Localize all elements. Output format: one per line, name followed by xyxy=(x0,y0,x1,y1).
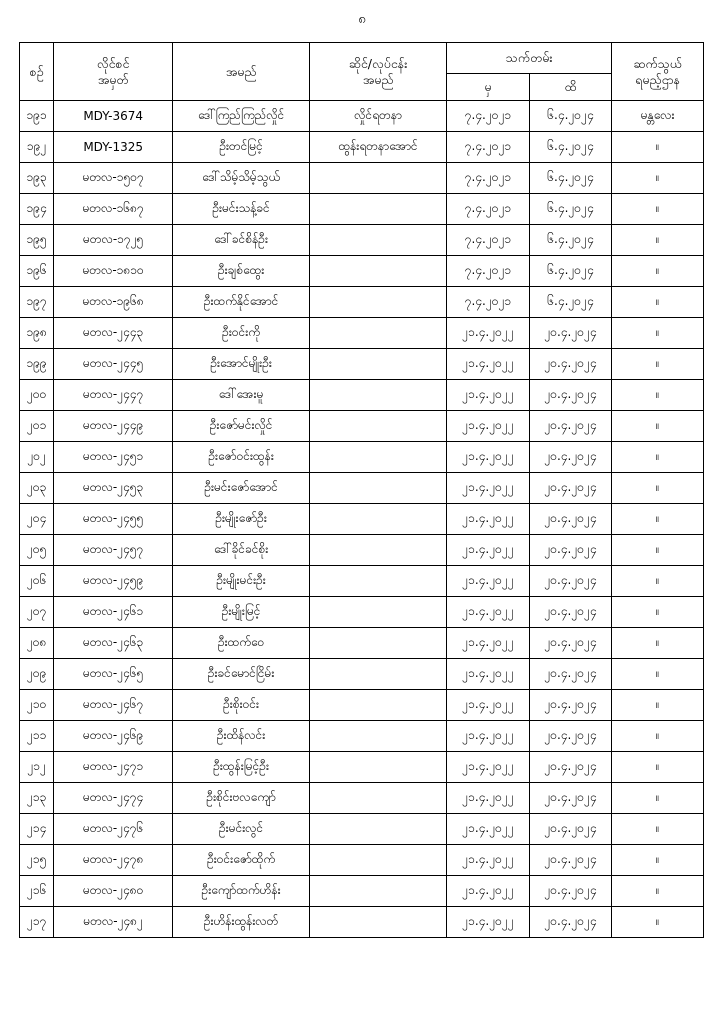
table-row xyxy=(20,845,704,876)
cell-shop-name xyxy=(310,163,447,194)
cell-contact-address: ။ xyxy=(612,690,704,721)
cell-no: ၁၉၂ xyxy=(20,132,54,163)
cell-valid-to: ၆.၄.၂၀၂၄ xyxy=(529,225,612,256)
cell-valid-from: ၇.၄.၂၀၂၁ xyxy=(447,256,530,287)
cell-valid-from: ၂၁.၄.၂၀၂၂ xyxy=(447,814,530,845)
cell-contact-address: ။ xyxy=(612,907,704,938)
cell-contact-address: မန္တလေး xyxy=(612,101,704,132)
cell-name: ဦးမင်းသန့်ခင် xyxy=(173,194,310,225)
cell-no: ၂၀၆ xyxy=(20,566,54,597)
cell-license-no: မတလ-၂၄၅၃ xyxy=(54,473,173,504)
cell-license-no: မတလ-၂၄၄၅ xyxy=(54,349,173,380)
cell-shop-name xyxy=(310,845,447,876)
cell-valid-from: ၇.၄.၂၀၂၁ xyxy=(447,101,530,132)
cell-no: ၂၁၂ xyxy=(20,752,54,783)
cell-no: ၂၀၇ xyxy=(20,597,54,628)
table-row xyxy=(20,411,704,442)
cell-no: ၂၀၃ xyxy=(20,473,54,504)
cell-no: ၂၁၅ xyxy=(20,845,54,876)
cell-valid-from: ၂၁.၄.၂၀၂၂ xyxy=(447,659,530,690)
cell-license-no: မတလ-၁၉၆၈ xyxy=(54,287,173,318)
cell-shop-name xyxy=(310,318,447,349)
cell-contact-address: ။ xyxy=(612,380,704,411)
cell-name: ဒေါ်ခင်စိန်ဦး xyxy=(173,225,310,256)
cell-valid-to: ၂၀.၄.၂၀၂၄ xyxy=(529,597,612,628)
cell-name: ဒေါ်သိမ့်သိမ့်သွယ် xyxy=(173,163,310,194)
cell-shop-name xyxy=(310,256,447,287)
header-no: စဉ် xyxy=(20,43,54,101)
cell-no: ၂၁၄ xyxy=(20,814,54,845)
cell-name: ဦးထိန်လင်း xyxy=(173,721,310,752)
table-row xyxy=(20,721,704,752)
cell-license-no: မတလ-၂၄၆၇ xyxy=(54,690,173,721)
cell-valid-from: ၂၁.၄.၂၀၂၂ xyxy=(447,504,530,535)
cell-valid-to: ၂၀.၄.၂၀၂၄ xyxy=(529,628,612,659)
cell-name: ဦးမင်းလွင် xyxy=(173,814,310,845)
table-body xyxy=(20,101,704,938)
table-row xyxy=(20,876,704,907)
header-to: ထိ xyxy=(529,74,612,101)
cell-license-no: မတလ-၂၄၆၉ xyxy=(54,721,173,752)
cell-license-no: မတလ-၂၄၇၄ xyxy=(54,783,173,814)
cell-shop-name xyxy=(310,535,447,566)
cell-contact-address: ။ xyxy=(612,349,704,380)
cell-shop-name xyxy=(310,907,447,938)
cell-license-no: မတလ-၂၄၅၉ xyxy=(54,566,173,597)
cell-valid-to: ၆.၄.၂၀၂၄ xyxy=(529,101,612,132)
cell-shop-name xyxy=(310,225,447,256)
cell-valid-to: ၆.၄.၂၀၂၄ xyxy=(529,163,612,194)
cell-shop-name xyxy=(310,783,447,814)
table-row xyxy=(20,566,704,597)
cell-name: ဦးစိုင်းဗလကျော် xyxy=(173,783,310,814)
header-contact-address: ဆက်သွယ် ရမည့်ဌာန xyxy=(612,43,704,101)
cell-shop-name xyxy=(310,659,447,690)
table-row xyxy=(20,752,704,783)
cell-name: ဦးခင်မောင်ငြိမ်း xyxy=(173,659,310,690)
cell-shop-name xyxy=(310,287,447,318)
cell-contact-address: ။ xyxy=(612,659,704,690)
table-row xyxy=(20,473,704,504)
cell-name: ဒေါ်ကြည်ကြည်လှိုင် xyxy=(173,101,310,132)
cell-no: ၁၉၉ xyxy=(20,349,54,380)
cell-license-no: မတလ-၂၄၅၅ xyxy=(54,504,173,535)
cell-license-no: မတလ-၂၄၄၉ xyxy=(54,411,173,442)
cell-license-no: မတလ-၂၄၄၃ xyxy=(54,318,173,349)
cell-no: ၂၁၇ xyxy=(20,907,54,938)
cell-shop-name xyxy=(310,380,447,411)
cell-shop-name xyxy=(310,721,447,752)
cell-valid-to: ၆.၄.၂၀၂၄ xyxy=(529,132,612,163)
cell-contact-address: ။ xyxy=(612,256,704,287)
cell-contact-address: ။ xyxy=(612,504,704,535)
table-row xyxy=(20,101,704,132)
cell-no: ၂၀၁ xyxy=(20,411,54,442)
cell-valid-to: ၂၀.၄.၂၀၂၄ xyxy=(529,442,612,473)
cell-no: ၁၉၈ xyxy=(20,318,54,349)
cell-valid-to: ၂၀.၄.၂၀၂၄ xyxy=(529,814,612,845)
cell-contact-address: ။ xyxy=(612,628,704,659)
cell-valid-to: ၂၀.၄.၂၀၂၄ xyxy=(529,845,612,876)
cell-valid-from: ၂၁.၄.၂၀၂၂ xyxy=(447,597,530,628)
cell-no: ၁၉၃ xyxy=(20,163,54,194)
cell-name: ဦးဝင်းဇော်ထိုက် xyxy=(173,845,310,876)
table-row xyxy=(20,163,704,194)
cell-no: ၂၀၉ xyxy=(20,659,54,690)
cell-valid-to: ၂၀.၄.၂၀၂၄ xyxy=(529,659,612,690)
cell-name: ဦးဇော်မင်းလှိုင် xyxy=(173,411,310,442)
cell-valid-from: ၂၁.၄.၂၀၂၂ xyxy=(447,690,530,721)
cell-no: ၂၀၈ xyxy=(20,628,54,659)
cell-license-no: မတလ-၁၇၂၅ xyxy=(54,225,173,256)
cell-shop-name xyxy=(310,597,447,628)
cell-shop-name xyxy=(310,628,447,659)
cell-name: ဦးဝင်းကို xyxy=(173,318,310,349)
cell-name: ဦးမျိုးမြင့် xyxy=(173,597,310,628)
table-row xyxy=(20,504,704,535)
cell-valid-from: ၇.၄.၂၀၂၁ xyxy=(447,194,530,225)
cell-valid-to: ၂၀.၄.၂၀၂၄ xyxy=(529,349,612,380)
cell-contact-address: ။ xyxy=(612,411,704,442)
header-shop-name: ဆိုင်/လုပ်ငန်း အမည် xyxy=(310,43,447,101)
cell-contact-address: ။ xyxy=(612,287,704,318)
cell-valid-from: ၂၁.၄.၂၀၂၂ xyxy=(447,318,530,349)
cell-license-no: မတလ-၂၄၇၆ xyxy=(54,814,173,845)
cell-license-no: မတလ-၂၄၄၇ xyxy=(54,380,173,411)
cell-shop-name: ထွန်းရတနာအောင် xyxy=(310,132,447,163)
table-row xyxy=(20,349,704,380)
table-row xyxy=(20,318,704,349)
cell-name: ဦးအောင်မျိုးဦး xyxy=(173,349,310,380)
cell-contact-address: ။ xyxy=(612,876,704,907)
table-row xyxy=(20,690,704,721)
cell-license-no: မတလ-၁၆၈၇ xyxy=(54,194,173,225)
cell-contact-address: ။ xyxy=(612,752,704,783)
cell-shop-name xyxy=(310,690,447,721)
cell-contact-address: ။ xyxy=(612,442,704,473)
cell-name: ဦးချစ်ထွေး xyxy=(173,256,310,287)
cell-no: ၁၉၄ xyxy=(20,194,54,225)
cell-license-no: မတလ-၂၄၅၇ xyxy=(54,535,173,566)
cell-contact-address: ။ xyxy=(612,194,704,225)
cell-valid-from: ၂၁.၄.၂၀၂၂ xyxy=(447,535,530,566)
cell-valid-to: ၂၀.၄.၂၀၂၄ xyxy=(529,566,612,597)
cell-valid-to: ၆.၄.၂၀၂၄ xyxy=(529,287,612,318)
cell-name: ဒေါ်ခိုင်ခင်စိုး xyxy=(173,535,310,566)
table-row xyxy=(20,659,704,690)
cell-valid-from: ၂၁.၄.၂၀၂၂ xyxy=(447,752,530,783)
page-number: ၈ xyxy=(358,12,366,27)
table-row xyxy=(20,814,704,845)
cell-license-no: MDY-3674 xyxy=(54,101,173,132)
cell-no: ၂၁၁ xyxy=(20,721,54,752)
cell-valid-from: ၂၁.၄.၂၀၂၂ xyxy=(447,876,530,907)
cell-no: ၁၉၁ xyxy=(20,101,54,132)
cell-license-no: မတလ-၂၄၆၃ xyxy=(54,628,173,659)
cell-no: ၁၉၇ xyxy=(20,287,54,318)
table-row xyxy=(20,380,704,411)
header-validity: သက်တမ်း xyxy=(447,43,612,74)
cell-name: ဦးဟိန်းထွန်းလတ် xyxy=(173,907,310,938)
cell-no: ၁၉၆ xyxy=(20,256,54,287)
cell-license-no: မတလ-၁၅၀၇ xyxy=(54,163,173,194)
cell-name: ဦးထွန်းမြင့်ဦး xyxy=(173,752,310,783)
cell-contact-address: ။ xyxy=(612,721,704,752)
cell-valid-from: ၇.၄.၂၀၂၁ xyxy=(447,287,530,318)
cell-valid-to: ၆.၄.၂၀၂၄ xyxy=(529,256,612,287)
cell-valid-to: ၆.၄.၂၀၂၄ xyxy=(529,194,612,225)
cell-valid-from: ၇.၄.၂၀၂၁ xyxy=(447,132,530,163)
table-row xyxy=(20,535,704,566)
cell-name: ဒေါ်အေးမူ xyxy=(173,380,310,411)
cell-valid-to: ၂၀.၄.၂၀၂၄ xyxy=(529,876,612,907)
cell-contact-address: ။ xyxy=(612,318,704,349)
cell-no: ၂၁၀ xyxy=(20,690,54,721)
cell-shop-name xyxy=(310,473,447,504)
cell-valid-from: ၂၁.၄.၂၀၂၂ xyxy=(447,380,530,411)
cell-valid-to: ၂၀.၄.၂၀၂၄ xyxy=(529,504,612,535)
table-row xyxy=(20,287,704,318)
cell-shop-name xyxy=(310,349,447,380)
table-row xyxy=(20,256,704,287)
cell-contact-address: ။ xyxy=(612,814,704,845)
cell-valid-to: ၂၀.၄.၂၀၂၄ xyxy=(529,535,612,566)
license-register-table xyxy=(19,42,704,938)
table-row xyxy=(20,194,704,225)
cell-contact-address: ။ xyxy=(612,535,704,566)
cell-valid-to: ၂၀.၄.၂၀၂၄ xyxy=(529,473,612,504)
table-row xyxy=(20,597,704,628)
cell-license-no: မတလ-၂၄၆၁ xyxy=(54,597,173,628)
cell-valid-from: ၂၁.၄.၂၀၂၂ xyxy=(447,349,530,380)
cell-contact-address: ။ xyxy=(612,473,704,504)
cell-valid-from: ၂၁.၄.၂၀၂၂ xyxy=(447,566,530,597)
cell-valid-from: ၂၁.၄.၂၀၂၂ xyxy=(447,473,530,504)
cell-shop-name xyxy=(310,194,447,225)
cell-valid-from: ၇.၄.၂၀၂၁ xyxy=(447,225,530,256)
cell-valid-from: ၂၁.၄.၂၀၂၂ xyxy=(447,442,530,473)
table-row xyxy=(20,132,704,163)
cell-valid-to: ၂၀.၄.၂၀၂၄ xyxy=(529,690,612,721)
cell-valid-from: ၇.၄.၂၀၂၁ xyxy=(447,163,530,194)
cell-license-no: မတလ-၂၄၇၁ xyxy=(54,752,173,783)
cell-shop-name xyxy=(310,876,447,907)
cell-contact-address: ။ xyxy=(612,597,704,628)
header-from: မှ xyxy=(447,74,530,101)
header-license-no: လိုင်စင် အမှတ် xyxy=(54,43,173,101)
cell-name: ဦးထက်နိုင်အောင် xyxy=(173,287,310,318)
table-row xyxy=(20,907,704,938)
table-header xyxy=(20,43,704,101)
cell-contact-address: ။ xyxy=(612,845,704,876)
cell-no: ၂၁၆ xyxy=(20,876,54,907)
cell-no: ၂၀၀ xyxy=(20,380,54,411)
cell-license-no: MDY-1325 xyxy=(54,132,173,163)
cell-valid-to: ၂၀.၄.၂၀၂၄ xyxy=(529,721,612,752)
cell-shop-name xyxy=(310,814,447,845)
cell-contact-address: ။ xyxy=(612,566,704,597)
cell-contact-address: ။ xyxy=(612,163,704,194)
table-row xyxy=(20,225,704,256)
cell-no: ၁၉၅ xyxy=(20,225,54,256)
cell-license-no: မတလ-၂၄၈၂ xyxy=(54,907,173,938)
cell-no: ၂၁၃ xyxy=(20,783,54,814)
cell-license-no: မတလ-၂၄၅၁ xyxy=(54,442,173,473)
cell-valid-to: ၂၀.၄.၂၀၂၄ xyxy=(529,411,612,442)
cell-license-no: မတလ-၂၄၇၈ xyxy=(54,845,173,876)
table-row xyxy=(20,442,704,473)
cell-valid-from: ၂၁.၄.၂၀၂၂ xyxy=(447,721,530,752)
cell-name: ဦးကျော်ထက်ဟိန်း xyxy=(173,876,310,907)
cell-name: ဦးမင်းဇော်အောင် xyxy=(173,473,310,504)
table-row xyxy=(20,628,704,659)
cell-contact-address: ။ xyxy=(612,225,704,256)
cell-valid-from: ၂၁.၄.၂၀၂၂ xyxy=(447,411,530,442)
cell-no: ၂၀၄ xyxy=(20,504,54,535)
cell-valid-to: ၂၀.၄.၂၀၂၄ xyxy=(529,907,612,938)
table-row xyxy=(20,783,704,814)
cell-shop-name xyxy=(310,566,447,597)
cell-license-no: မတလ-၁၈၁၀ xyxy=(54,256,173,287)
cell-name: ဦးဇော်ဝင်းထွန်း xyxy=(173,442,310,473)
cell-valid-from: ၂၁.၄.၂၀၂၂ xyxy=(447,783,530,814)
cell-valid-to: ၂၀.၄.၂၀၂၄ xyxy=(529,783,612,814)
cell-shop-name xyxy=(310,504,447,535)
cell-license-no: မတလ-၂၄၆၅ xyxy=(54,659,173,690)
cell-name: ဦးမျိုးမင်းဦး xyxy=(173,566,310,597)
cell-shop-name: လှိုင်ရတနာ xyxy=(310,101,447,132)
cell-name: ဦးစိုးဝင်း xyxy=(173,690,310,721)
cell-contact-address: ။ xyxy=(612,783,704,814)
cell-shop-name xyxy=(310,442,447,473)
cell-valid-to: ၂၀.၄.၂၀၂၄ xyxy=(529,380,612,411)
cell-name: ဦးမျိုးဇော်ဦး xyxy=(173,504,310,535)
cell-valid-to: ၂၀.၄.၂၀၂၄ xyxy=(529,752,612,783)
cell-shop-name xyxy=(310,752,447,783)
header-name: အမည် xyxy=(173,43,310,101)
cell-no: ၂၀၂ xyxy=(20,442,54,473)
cell-no: ၂၀၅ xyxy=(20,535,54,566)
cell-contact-address: ။ xyxy=(612,132,704,163)
cell-valid-from: ၂၁.၄.၂၀၂၂ xyxy=(447,907,530,938)
cell-valid-from: ၂၁.၄.၂၀၂၂ xyxy=(447,628,530,659)
cell-valid-from: ၂၁.၄.၂၀၂၂ xyxy=(447,845,530,876)
cell-name: ဦးတင်မြင့် xyxy=(173,132,310,163)
cell-name: ဦးထက်ဝေ xyxy=(173,628,310,659)
cell-license-no: မတလ-၂၄၈၀ xyxy=(54,876,173,907)
cell-shop-name xyxy=(310,411,447,442)
cell-valid-to: ၂၀.၄.၂၀၂၄ xyxy=(529,318,612,349)
